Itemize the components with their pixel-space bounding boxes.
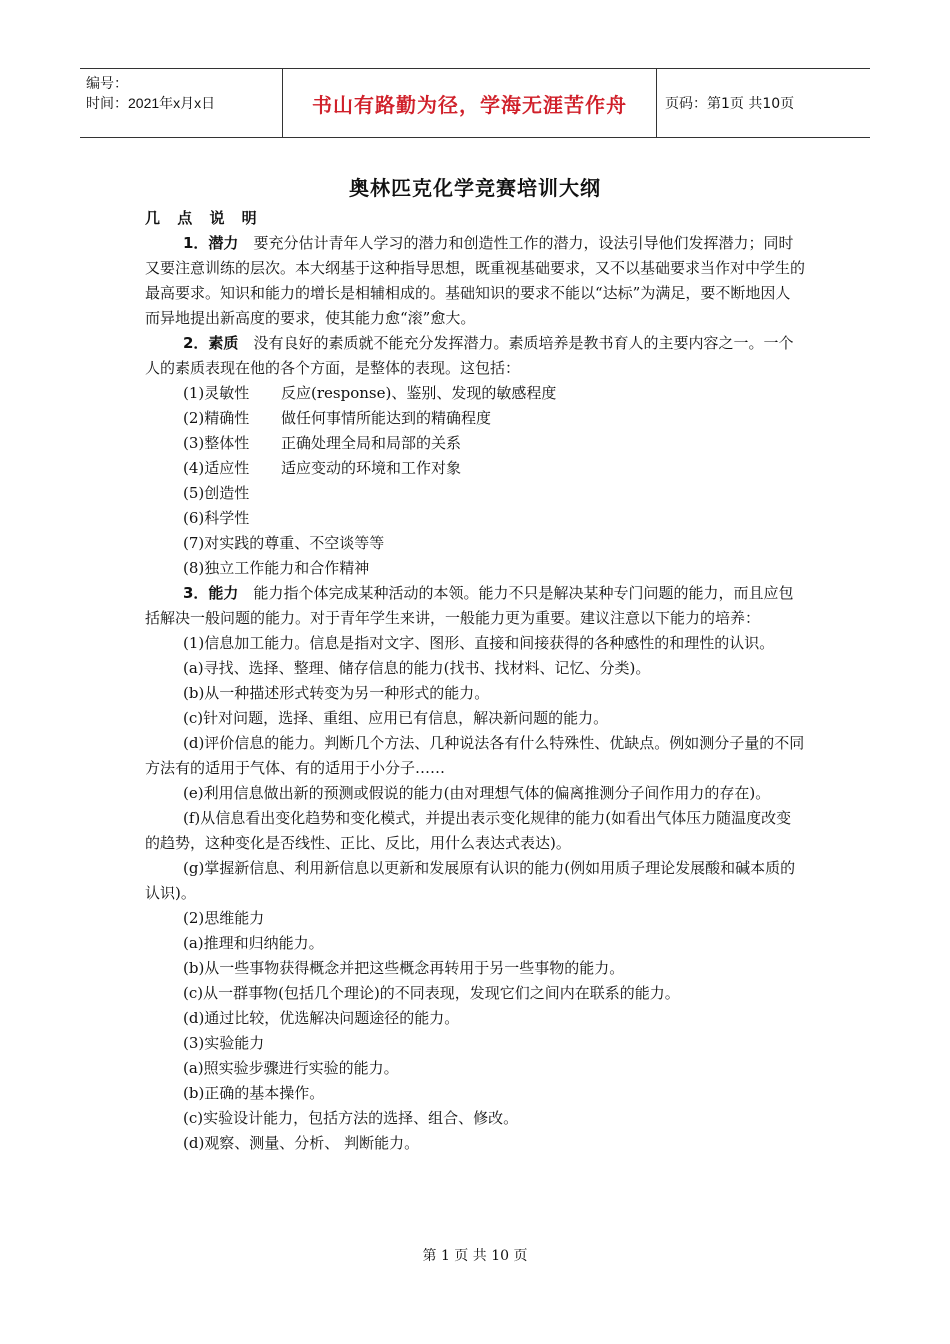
item-desc: 正确处理全局和局部的关系 bbox=[281, 434, 462, 452]
info-processing-list bbox=[145, 656, 805, 906]
paragraph-potential bbox=[145, 231, 805, 331]
list-item: (d)通过比较，优选解决问题途径的能力。 bbox=[183, 1009, 460, 1027]
code-label: 编号： bbox=[86, 75, 128, 91]
item-desc: 做任何事情所能达到的精确程度 bbox=[281, 409, 492, 427]
thinking-list bbox=[145, 931, 805, 1031]
document-title: 奥林匹克化学竞赛培训大纲 bbox=[349, 176, 601, 200]
item-term: (1)灵敏性 bbox=[183, 384, 250, 402]
list-item: (7)对实践的尊重、不空谈等等 bbox=[183, 534, 385, 552]
list-item: (a)推理和归纳能力。 bbox=[183, 934, 324, 952]
experiment-intro: (3)实验能力 bbox=[183, 1034, 265, 1052]
list-item: (5)创造性 bbox=[183, 484, 250, 502]
paragraph-quality bbox=[145, 331, 805, 381]
paragraph-number: 2．素质 bbox=[183, 334, 239, 352]
paragraph-text: 能力指个体完成某种活动的本领。能力不只是解决某种专门问题的能力，而且应包括解决一般问题的能力。对于青年学生来讲，一般能力更为重要。建议注意以下能力的培养： bbox=[145, 584, 794, 627]
list-item bbox=[145, 456, 805, 481]
list-item: (a)照实验步骤进行实验的能力。 bbox=[183, 1059, 399, 1077]
header-motto: 书山有路勤为径，学海无涯苦作舟 bbox=[312, 92, 627, 117]
list-item: (a)寻找、选择、整理、储存信息的能力(找书、找材料、记忆、分类)。 bbox=[183, 659, 651, 677]
section-heading: 几 点 说 明 bbox=[145, 209, 263, 227]
list-item: (c)实验设计能力，包括方法的选择、组合、修改。 bbox=[183, 1109, 519, 1127]
list-item: (d)评价信息的能力。判断几个方法、几种说法各有什么特殊性、优缺点。例如测分子量的不同方法有的适用于气体、有的适用于小分子…… bbox=[145, 734, 805, 777]
list-item: (b)从一些事物获得概念并把这些概念再转用于另一些事物的能力。 bbox=[183, 959, 625, 977]
experiment-list bbox=[145, 1056, 805, 1156]
header-motto-cell bbox=[282, 69, 657, 137]
paragraph-ability bbox=[145, 581, 805, 631]
list-item bbox=[145, 406, 805, 431]
header-meta bbox=[80, 69, 282, 137]
paragraph-number: 1．潜力 bbox=[183, 234, 239, 252]
list-item: (g)掌握新信息、利用新信息以更新和发展原有认识的能力(例如用质子理论发展酸和碱本质的认识)。 bbox=[145, 859, 796, 902]
list-item: (b)从一种描述形式转变为另一种形式的能力。 bbox=[183, 684, 490, 702]
paragraph-text: 没有良好的素质就不能充分发挥潜力。素质培养是教书育人的主要内容之一。一个人的素质表现在他的各个方面，是整体的表现。这包括： bbox=[145, 334, 794, 377]
list-item: (c)从一群事物(包括几个理论)的不同表现，发现它们之间内在联系的能力。 bbox=[183, 984, 680, 1002]
list-item: (d)观察、测量、分析、 判断能力。 bbox=[183, 1134, 420, 1152]
paragraph-number: 3．能力 bbox=[183, 584, 239, 602]
header-page-info: 页码：第1页 共10页 bbox=[665, 96, 795, 112]
list-item: (6)科学性 bbox=[183, 509, 250, 527]
paragraph-text: 要充分估计青年人学习的潜力和创造性工作的潜力，设法引导他们发挥潜力；同时又要注意训练的层次。本大纲基于这种指导思想，既重视基础要求，又不以基础要求当作对中学生的最高要求。知识和能力的增长是相辅相成的。基础知识的要求不能以“达标”为满足，要不断地因人而异地提出新高度的要求，使其能力愈“滚”愈大。 bbox=[145, 234, 806, 327]
time-label: 时间：2021年x月x日 bbox=[86, 95, 216, 111]
thinking-intro: (2)思维能力 bbox=[183, 909, 265, 927]
item-desc: 反应(response)、鉴别、发现的敏感程度 bbox=[281, 384, 557, 402]
page-footer: 第 1 页 共 10 页 bbox=[422, 1248, 528, 1264]
list-item bbox=[145, 431, 805, 456]
list-item: (e)利用信息做出新的预测或假说的能力(由对理想气体的偏离推测分子间作用力的存在)。 bbox=[183, 784, 771, 802]
document-body bbox=[145, 206, 805, 1156]
list-item: (b)正确的基本操作。 bbox=[183, 1084, 325, 1102]
list-item bbox=[145, 381, 805, 406]
item-term: (4)适应性 bbox=[183, 459, 250, 477]
document-header bbox=[80, 68, 870, 138]
list-item: (f)从信息看出变化趋势和变化模式，并提出表示变化规律的能力(如看出气体压力随温度改变的趋势，这种变化是否线性、正比、反比，用什么表达式表达)。 bbox=[145, 809, 792, 852]
item-desc: 适应变动的环境和工作对象 bbox=[281, 459, 462, 477]
list-item: (8)独立工作能力和合作精神 bbox=[183, 559, 370, 577]
info-processing-intro: (1)信息加工能力。信息是指对文字、图形、直接和间接获得的各种感性的和理性的认识。 bbox=[183, 634, 775, 652]
item-term: (2)精确性 bbox=[183, 409, 250, 427]
item-term: (3)整体性 bbox=[183, 434, 250, 452]
list-item: (c)针对问题，选择、重组、应用已有信息，解决新问题的能力。 bbox=[183, 709, 609, 727]
quality-list bbox=[145, 381, 805, 581]
